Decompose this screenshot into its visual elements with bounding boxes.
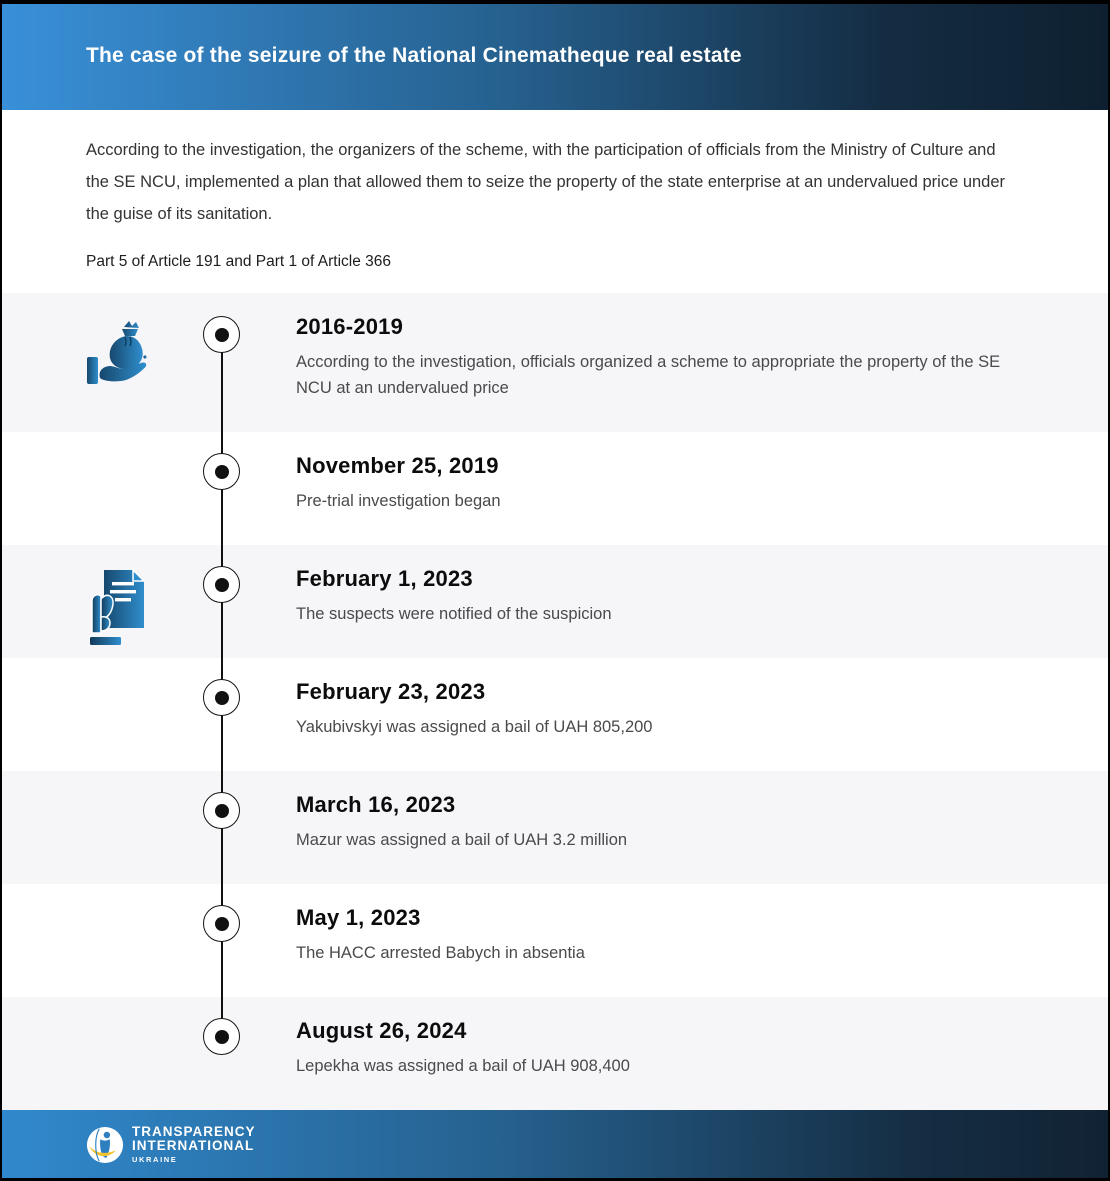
timeline-event-row (2, 997, 1108, 1110)
event-date: February 1, 2023 (296, 566, 473, 591)
logo-wordmark (132, 1125, 256, 1164)
event-description: The suspects were notified of the suspicion (296, 605, 612, 623)
logo-line-2: INTERNATIONAL (132, 1138, 255, 1153)
timeline-node (203, 905, 240, 942)
event-description: Yakubivskyi was assigned a bail of UAH 805,200 (296, 718, 653, 736)
event-description: According to the investigation, officials organized a scheme to appropriate the property of the SE NCU at an undervalued price (296, 353, 1001, 397)
event-date: March 16, 2023 (296, 792, 456, 817)
event-description: Pre-trial investigation began (296, 492, 501, 510)
event-date: 2016-2019 (296, 314, 404, 339)
timeline-node (203, 316, 240, 353)
ti-globe-icon (86, 1126, 124, 1164)
timeline-node (203, 679, 240, 716)
case-timeline (2, 293, 1108, 1110)
logo-line-3: UKRAINE (132, 1155, 178, 1164)
intro-section (2, 110, 1108, 293)
event-date: August 26, 2024 (296, 1018, 467, 1043)
timeline-event-row (2, 545, 1108, 658)
page-title: The case of the seizure of the National Cinematheque real estate (86, 44, 742, 67)
header-banner (2, 4, 1108, 110)
timeline-event-row (2, 432, 1108, 545)
timeline-event-row (2, 771, 1108, 884)
event-date: November 25, 2019 (296, 453, 499, 478)
timeline-node (203, 453, 240, 490)
infographic-page (2, 4, 1108, 1178)
money-bag-in-hand-icon (84, 320, 154, 395)
hand-holding-document-icon (84, 565, 154, 652)
event-date: February 23, 2023 (296, 679, 486, 704)
timeline-event-row (2, 884, 1108, 997)
timeline-event-row (2, 293, 1108, 432)
timeline-node (203, 792, 240, 829)
timeline-node (203, 1018, 240, 1055)
event-description: The HACC arrested Babych in absentia (296, 944, 585, 962)
transparency-international-logo (86, 1125, 256, 1164)
event-date: May 1, 2023 (296, 905, 421, 930)
logo-line-1: TRANSPARENCY (132, 1124, 256, 1139)
timeline-node (203, 566, 240, 603)
criminal-articles-label: Part 5 of Article 191 and Part 1 of Article 366 (86, 253, 392, 270)
footer-banner (2, 1110, 1108, 1178)
event-description: Lepekha was assigned a bail of UAH 908,400 (296, 1057, 630, 1075)
event-description: Mazur was assigned a bail of UAH 3.2 million (296, 831, 628, 849)
case-summary-paragraph: According to the investigation, the organizers of the scheme, with the participation of officials from the Ministry of Culture and the SE NCU, implemented a plan that allowed them to seize the property of the state enterprise at an undervalued price under the guise of its sanitation. (86, 141, 1006, 223)
timeline-event-row (2, 658, 1108, 771)
